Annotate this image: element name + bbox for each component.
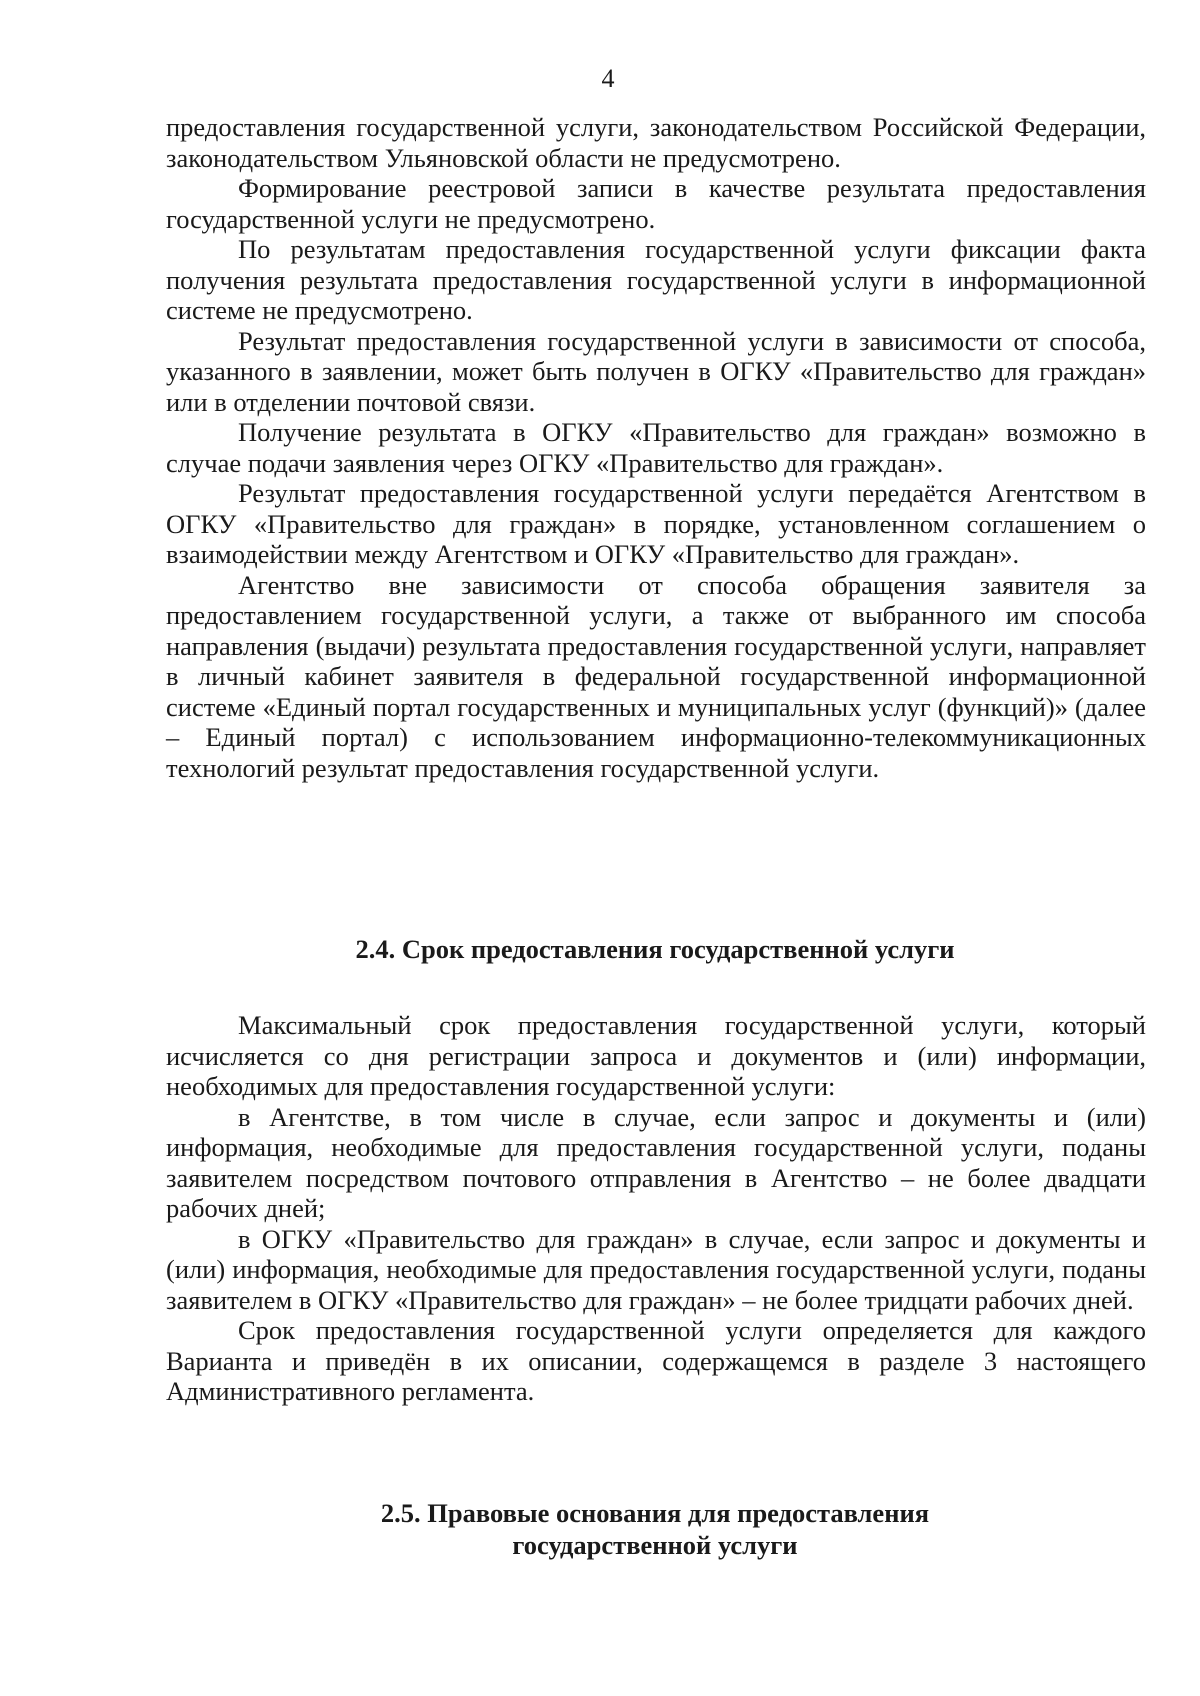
paragraph: Результат предоставления государственной услуги в зависимости от способа, указанного в заявлении, может быть получен в ОГКУ «Правительство для граждан» или в отделении почтовой связи. — [166, 325, 1146, 417]
top-text-block — [166, 112, 1146, 783]
paragraph: Результат предоставления государственной услуги передаётся Агентством в ОГКУ «Правительство для граждан» в порядке, установленном соглашением о взаимодействии между Агентством и ОГКУ «Правительство для граждан». — [166, 478, 1146, 569]
section-heading-2-5-line1: 2.5. Правовые основания для предоставления — [380, 1498, 930, 1528]
section-heading-2-5-line2: государственной услуги — [512, 1530, 798, 1560]
paragraph: По результатам предоставления государственной услуги фиксации факта получения результата предоставления государственной услуги в информационной системе не предусмотрено. — [166, 234, 1146, 325]
paragraph: Агентство вне зависимости от способа обращения заявителя за предоставлением государственной услуги, а также от выбранного им способа направления (выдачи) результата предоставления государственной услуги, направляет в личный кабинет заявителя в федеральной государственной информационной системе «Единый портал государственных и муниципальных услуг (функций)» (далее – Единый портал) с использованием информационно-телекоммуникационных технологий результат предоставления государственной услуги. — [166, 569, 1146, 783]
section-2-4-body — [166, 1010, 1146, 1407]
paragraph: Формирование реестровой записи в качестве результата предоставления государственной услуги не предусмотрено. — [166, 173, 1146, 234]
paragraph: Срок предоставления государственной услуги определяется для каждого Варианта и приведён в их описании, содержащемся в разделе 3 настоящего Административного регламента. — [166, 1315, 1146, 1406]
paragraph: в Агентстве, в том числе в случае, если запрос и документы и (или) информация, необходимые для предоставления государственной услуги, поданы заявителем посредством почтового отправления в Агентство – не более двадцати рабочих дней; — [166, 1101, 1146, 1223]
page-number: 4 — [601, 64, 615, 93]
paragraph: в ОГКУ «Правительство для граждан» в случае, если запрос и документы и (или) информация, необходимые для предоставления государственной услуги, поданы заявителем в ОГКУ «Правительство для граждан» – не более тридцати рабочих дней. — [166, 1223, 1146, 1315]
section-heading-2-4: 2.4. Срок предоставления государственной услуги — [355, 934, 955, 964]
paragraph: Максимальный срок предоставления государственной услуги, который исчисляется со дня регистрации запроса и документов и (или) информации, необходимых для предоставления государственной услуги: — [166, 1010, 1146, 1101]
paragraph: предоставления государственной услуги, законодательством Российской Федерации, законодательством Ульяновской области не предусмотрено. — [166, 112, 1146, 173]
paragraph: Получение результата в ОГКУ «Правительство для граждан» возможно в случае подачи заявления через ОГКУ «Правительство для граждан». — [166, 417, 1146, 478]
